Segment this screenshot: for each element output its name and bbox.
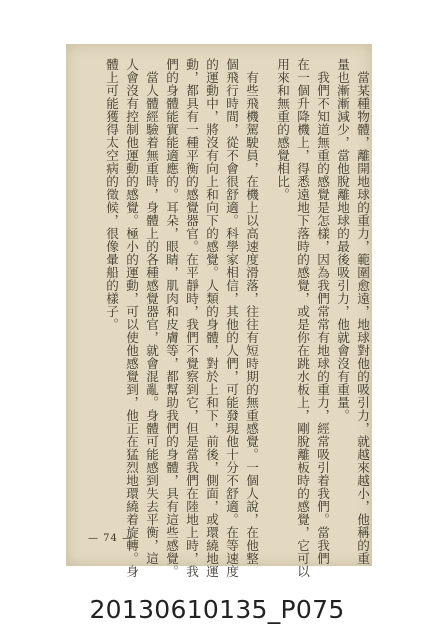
text-column: 量也漸漸減少，當他脫離地球的最後吸引力，他就會沒有重量。 (335, 58, 350, 422)
text-column: 當人體經驗着無重時，身體上的各種感覺器官，就會混亂。身體可能感到失去平衡，這 (144, 58, 159, 565)
image-caption: 20130610135_P075 (89, 595, 345, 624)
text-column: 當某種物體，離開地球的重力，範圍愈遠，地球對他的吸引力，就越來越小，他稱的重 (355, 58, 370, 565)
book-page (66, 44, 372, 578)
text-column: 用來和無重的感覺相比。 (275, 58, 290, 201)
page-number: — 74 — (88, 533, 134, 544)
text-column: 體上可能獲得太空病的徵候，很像暈船的樣子。 (104, 58, 119, 331)
text-column: 們的身體能實能適應的。耳朵，眼睛，肌肉和皮膚等，都幫助我們的身體，具有這些感覺。 (164, 58, 179, 578)
text-column: 的運動中，將沒有向上和向下的感覺。人類的身體，對於上和下，前後，側面，或環繞地運 (204, 58, 219, 578)
text-column: 人會沒有控制他運動的感覺。極小的運動，可以使他感覺到，他正在猛烈地環繞着旋轉。身 (124, 58, 139, 578)
text-column: 在一個升降機上，得悉遠地下落時的感覺，或是你在跳水板上，剛脫離板時的感覺，它可以 (295, 58, 310, 578)
text-column: 動，都具有一種平衡的感覺器官。在平靜時，我們不覺察到它，但是當我們在陸地上時，我 (184, 58, 199, 578)
text-column: 我們不知道無重的感覺是怎樣，因為我們常常有地球的重力，經常吸引着我們。當我們 (315, 58, 330, 565)
text-column: 有些飛機駕駛員，在機上以高速度滑落，往往有短時期的無重感覺。一個人說，在他整 (244, 58, 259, 565)
text-column: 個飛行時間，從不會很舒適。科學家相信，其他的人們，可能發現他十分不舒適。在等速度 (224, 58, 239, 578)
